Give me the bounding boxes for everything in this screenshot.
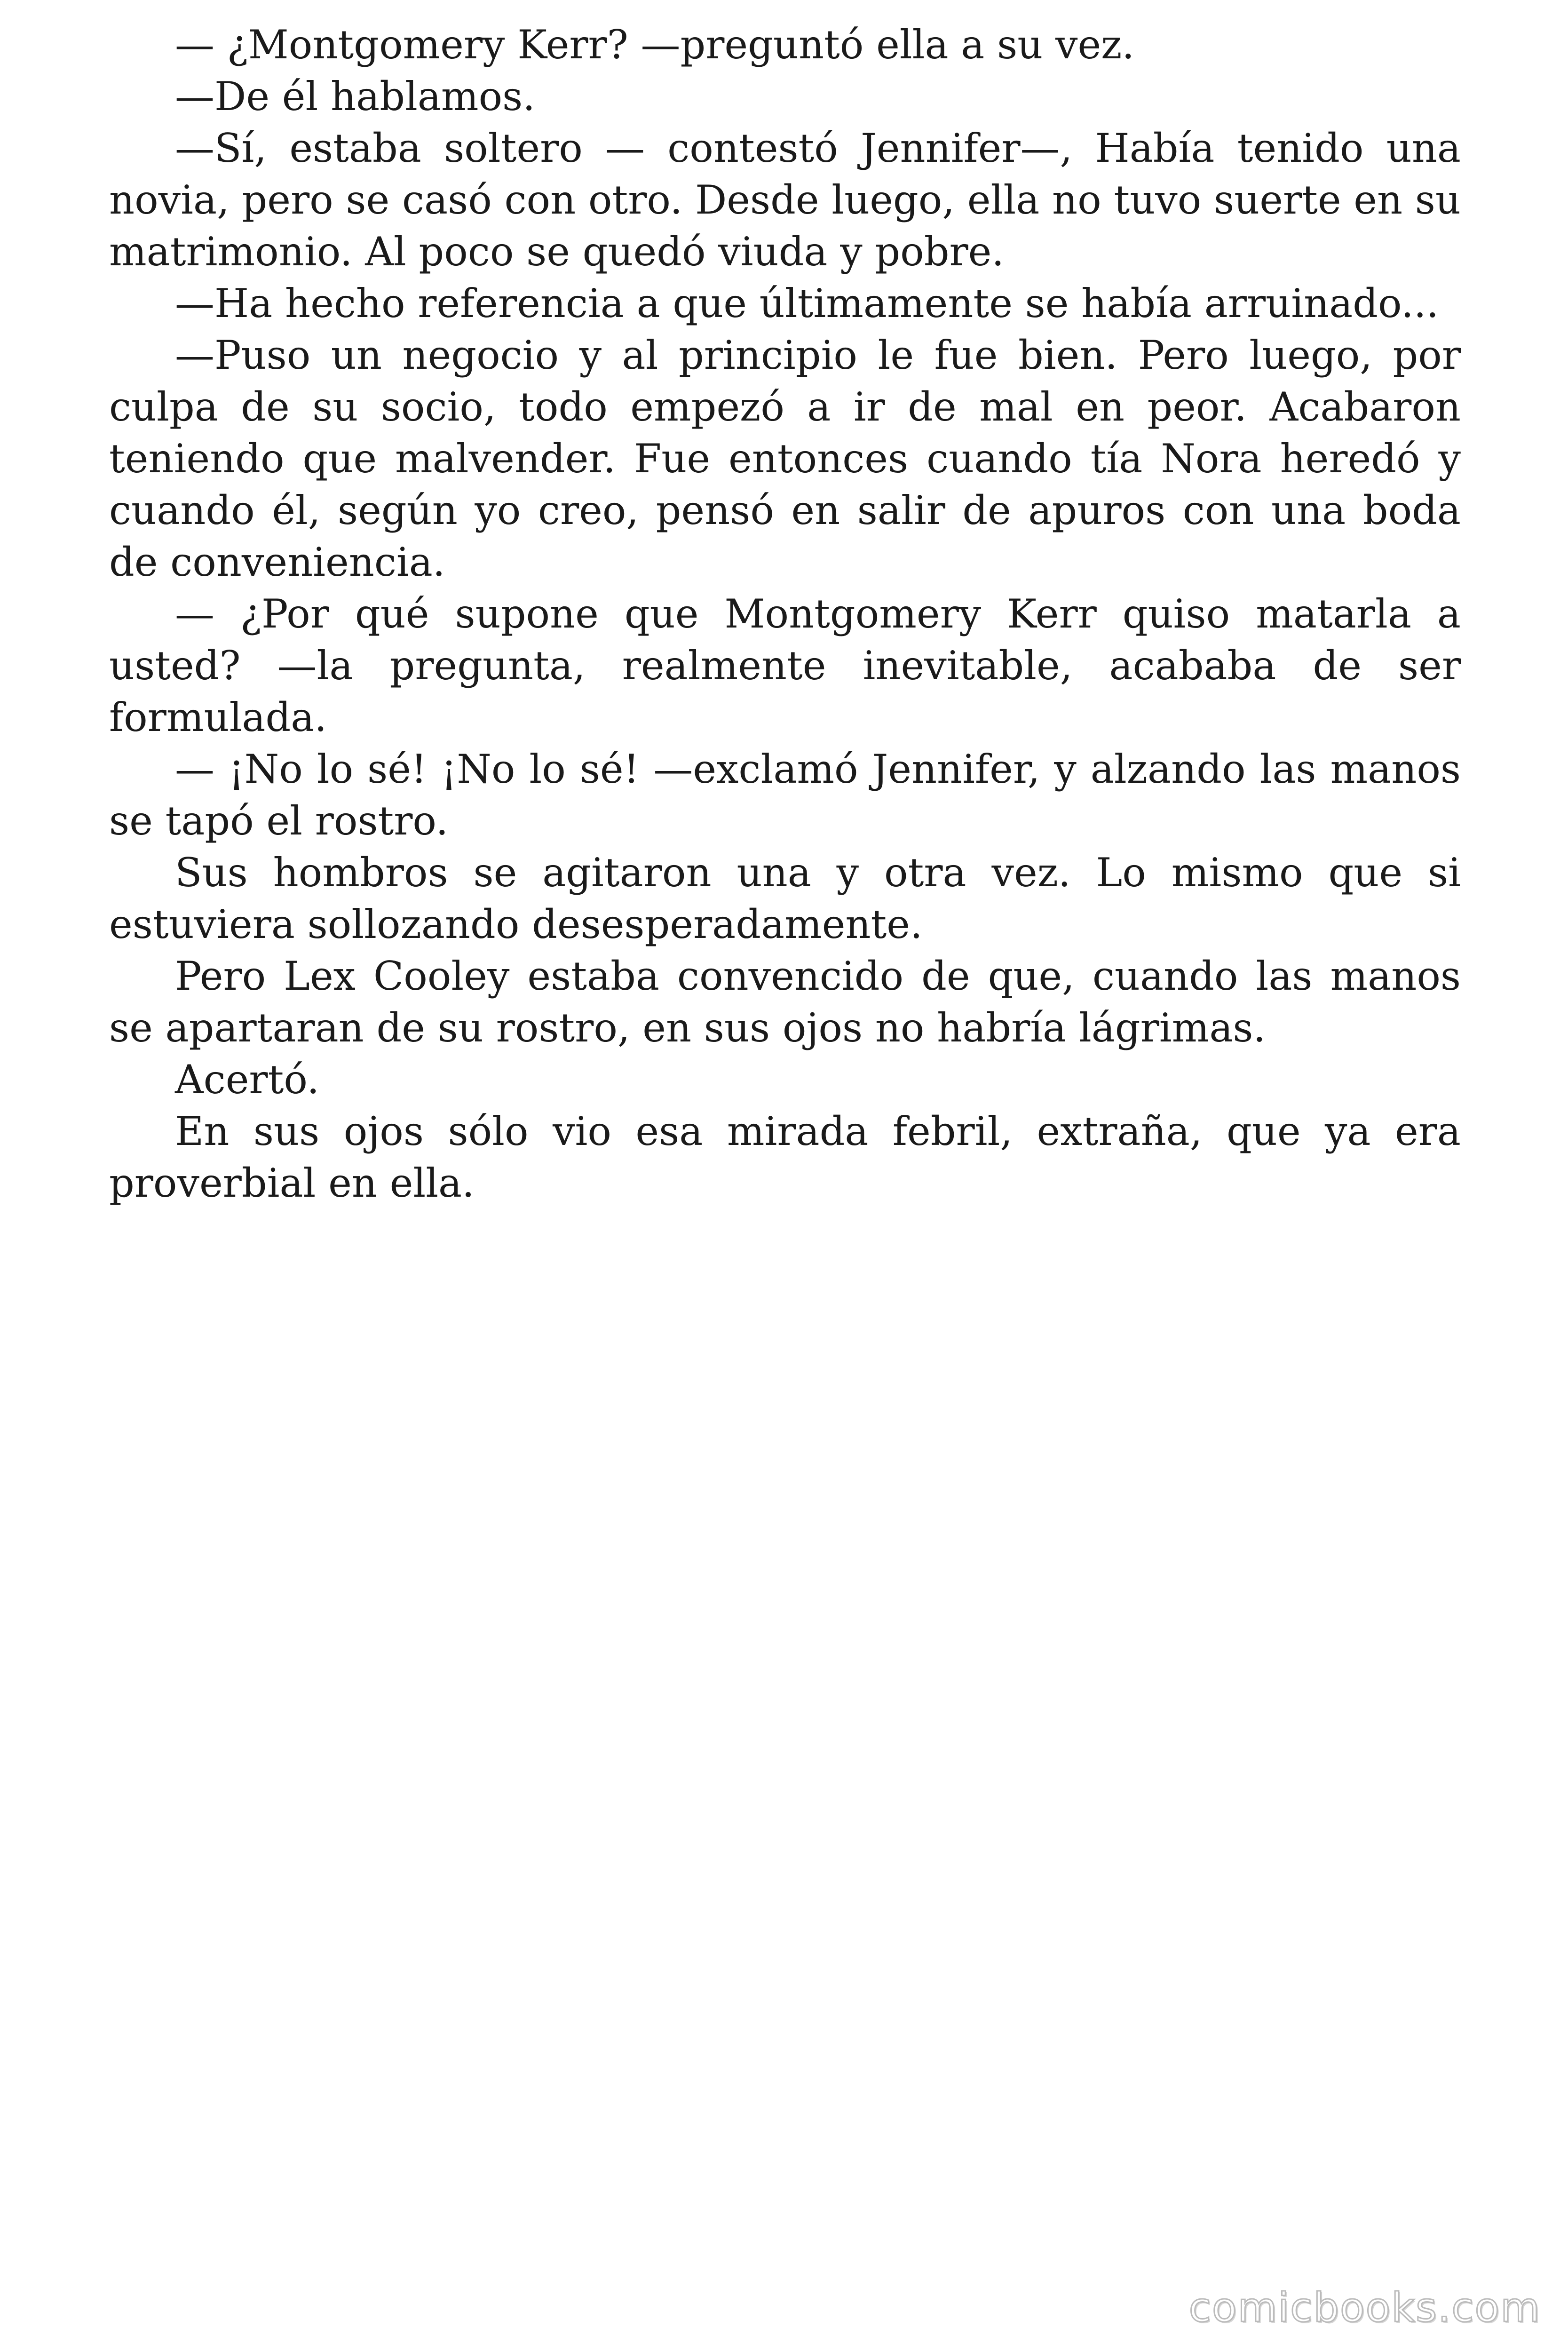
paragraph: — ¿Montgomery Kerr? —preguntó ella a su vez.: [175, 22, 1135, 68]
paragraph: Pero Lex Cooley estaba convencido de que, cuando las manos se apartaran de su rostro, en sus ojos no habría lágrimas.: [109, 953, 1461, 1051]
paragraph: —Puso un negocio y al principio le fue bien. Pero luego, por culpa de su socio, todo empezó a ir de mal en peor. Acabaron teniendo que malvender. Fue entonces cuando tía Nora heredó y cuando él, según yo creo, pensó en salir de apuros con una boda de conveniencia.: [109, 332, 1461, 585]
paragraph: —Ha hecho referencia a que últimamente se había arruinado...: [175, 280, 1439, 326]
paragraph: — ¿Por qué supone que Montgomery Kerr quiso matarla a usted? —la pregunta, realmente inevitable, acababa de ser formulada.: [109, 591, 1461, 740]
paragraph: En sus ojos sólo vio esa mirada febril, extraña, que ya era proverbial en ella.: [109, 1108, 1461, 1206]
paragraph: —De él hablamos.: [175, 73, 535, 119]
paragraph: Acertó.: [175, 1057, 320, 1103]
paragraph: —Sí, estaba soltero — contestó Jennifer—, Había tenido una novia, pero se casó con otro. Desde luego, ella no tuvo suerte en su matrimonio. Al poco se quedó viuda y pobre.: [109, 125, 1461, 275]
watermark: comicbooks.com: [1188, 2284, 1541, 2331]
paragraph: — ¡No lo sé! ¡No lo sé! —exclamó Jennifer, y alzando las manos se tapó el rostro.: [109, 746, 1461, 844]
paragraph: Sus hombros se agitaron una y otra vez. Lo mismo que si estuviera sollozando desesperadamente.: [109, 850, 1461, 947]
page-text: [109, 19, 1461, 1209]
